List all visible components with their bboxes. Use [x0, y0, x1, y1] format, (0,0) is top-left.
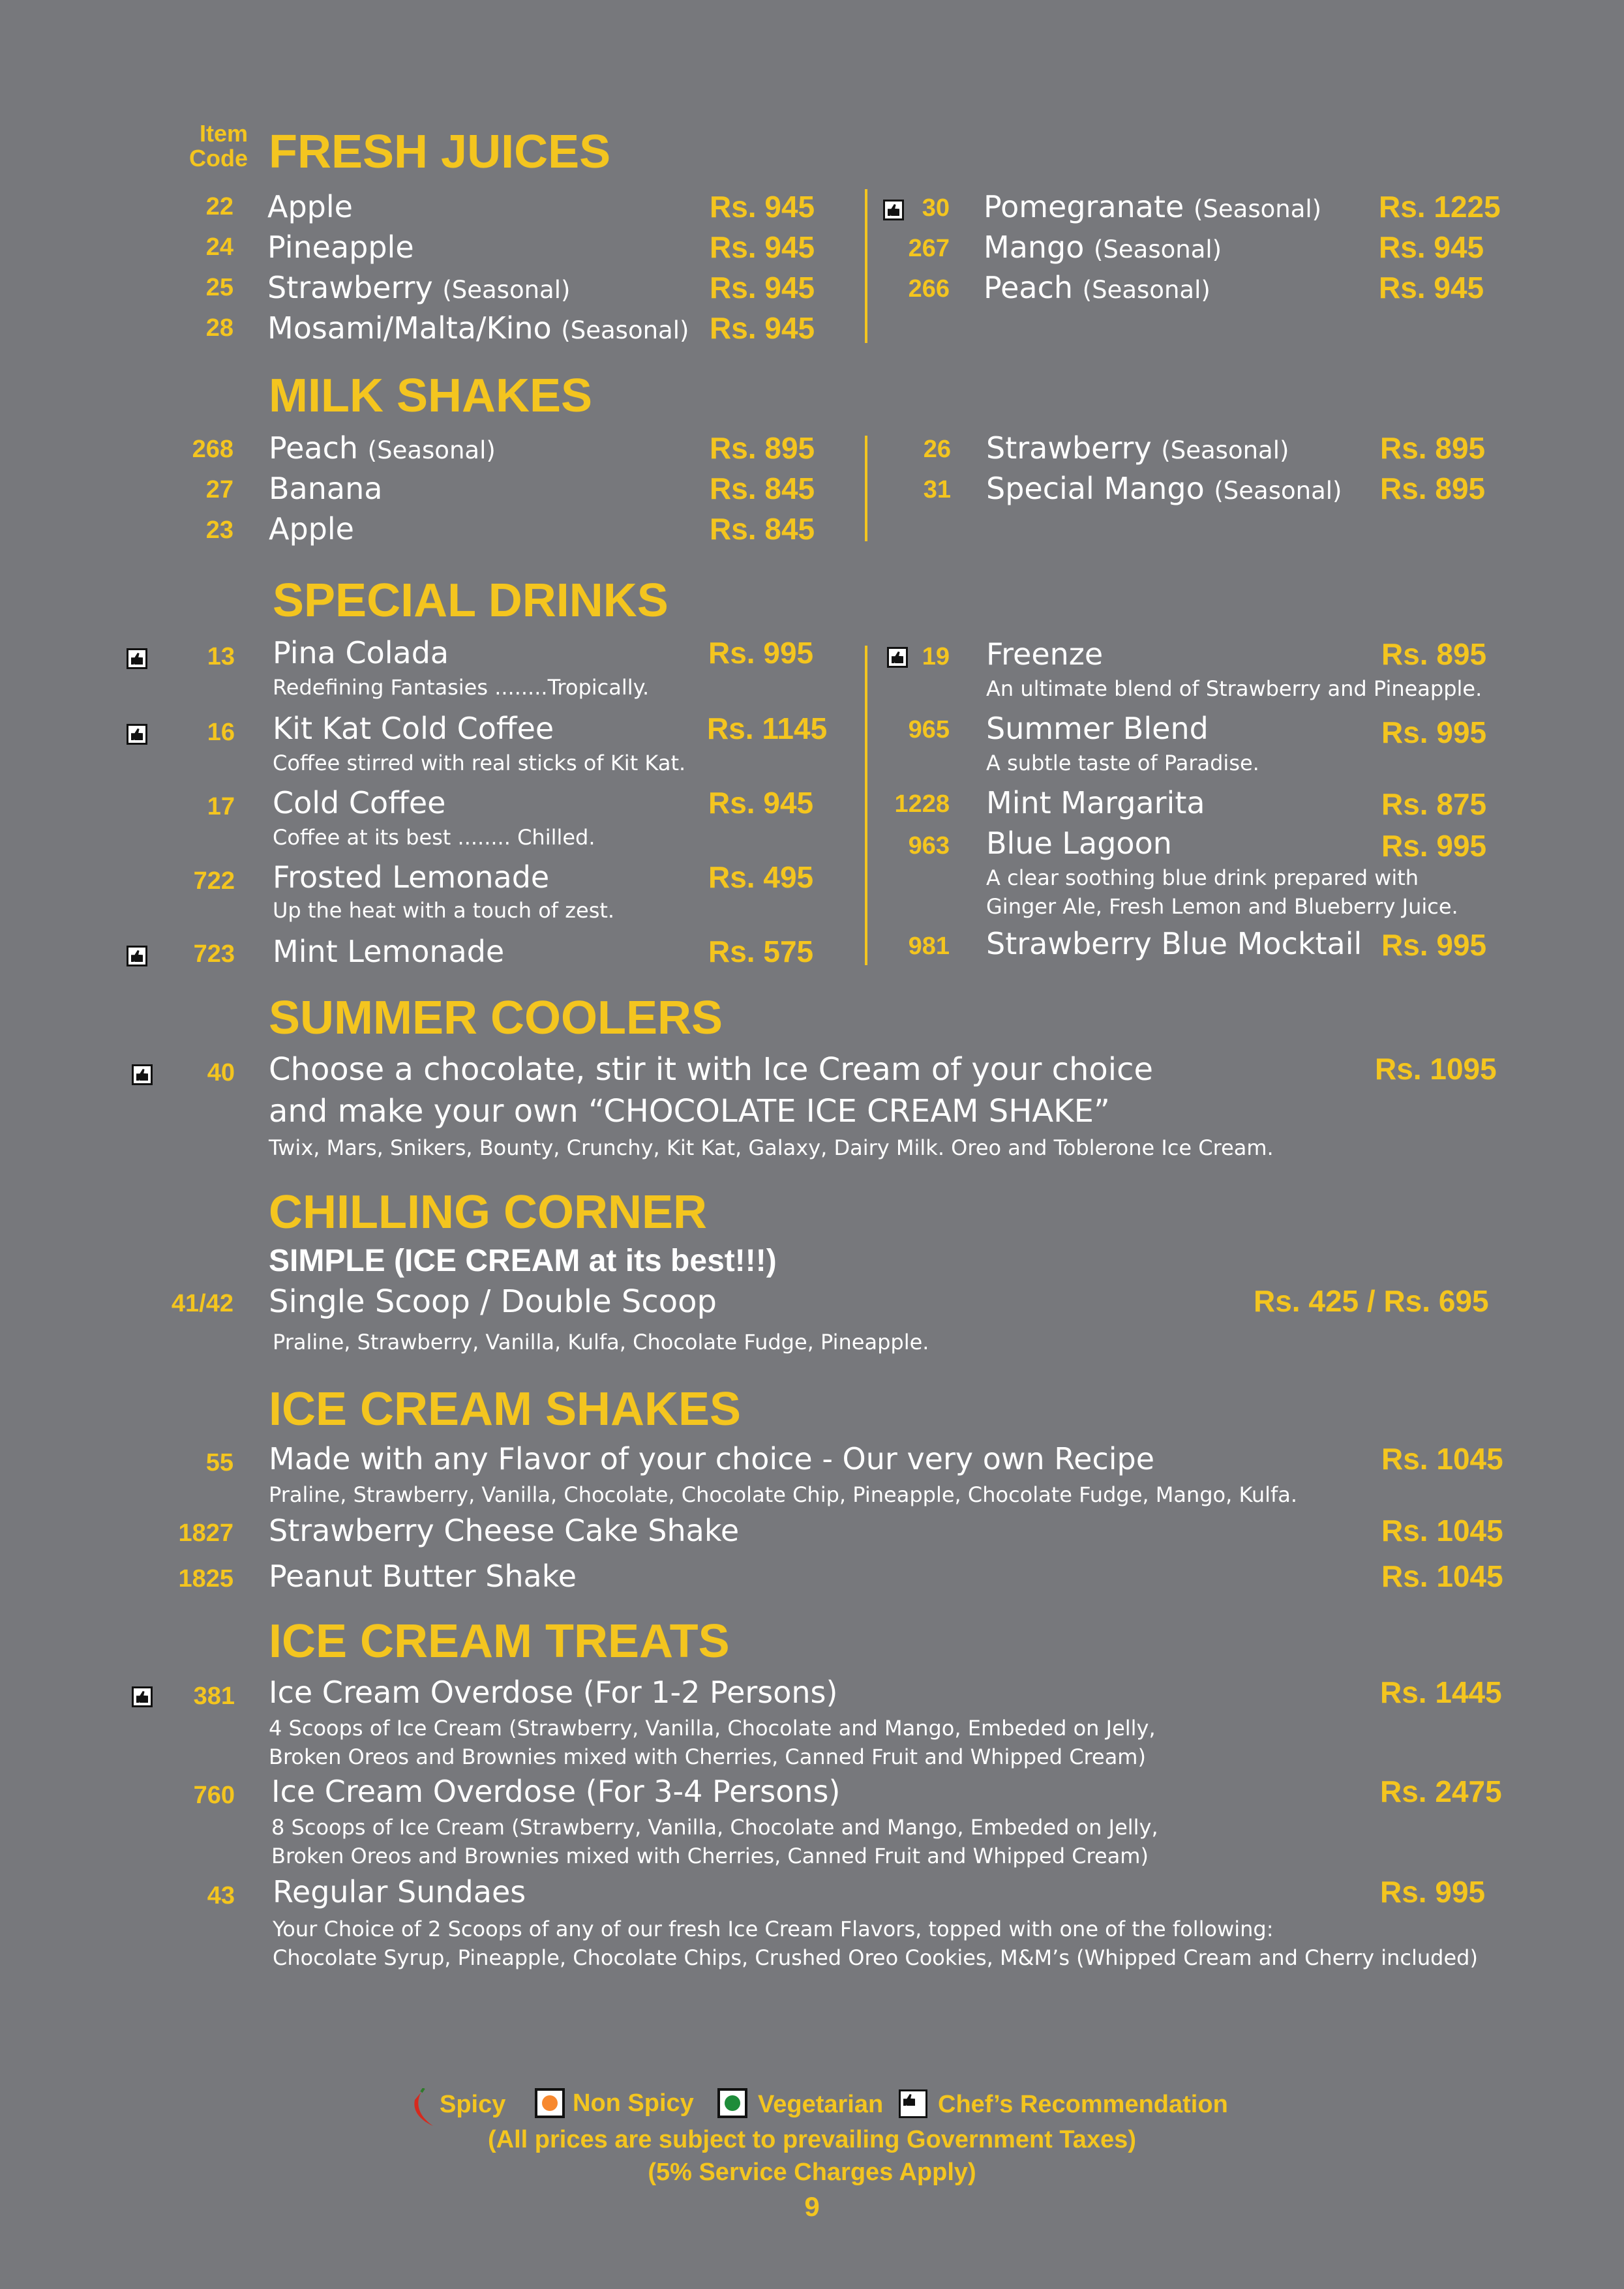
item-description: Coffee at its best ........ Chilled. — [273, 825, 595, 850]
item-price: Rs. 875 — [1381, 787, 1487, 821]
item-name: Ice Cream Overdose (For 1-2 Persons) — [269, 1675, 838, 1710]
item-code: 1228 — [894, 790, 950, 818]
item-price: Rs. 895 — [1381, 637, 1487, 671]
item-name: Blue Lagoon — [986, 826, 1172, 861]
item-name: Mosami/Malta/Kino (Seasonal) — [267, 310, 689, 346]
item-price: Rs. 995 — [1381, 829, 1487, 863]
chef-recommendation-icon — [899, 2089, 927, 2118]
item-price: Rs. 425 / Rs. 695 — [1254, 1284, 1489, 1318]
item-name: Kit Kat Cold Coffee — [273, 711, 554, 746]
item-description: Praline, Strawberry, Vanilla, Chocolate, Chocolate Chip, Pineapple, Chocolate Fudge, Mango, Kulfa. — [269, 1482, 1298, 1507]
item-name-line2: and make your own “CHOCOLATE ICE CREAM SHAKE” — [269, 1093, 1110, 1130]
item-name: Ice Cream Overdose (For 3-4 Persons) — [271, 1774, 841, 1809]
item-name: Mint Lemonade — [273, 934, 505, 969]
item-description: Broken Oreos and Brownies mixed with Cherries, Canned Fruit and Whipped Cream) — [271, 1844, 1149, 1868]
item-price: Rs. 945 — [710, 311, 815, 345]
item-name: Strawberry (Seasonal) — [267, 270, 571, 305]
item-name: Peach (Seasonal) — [984, 270, 1210, 305]
item-price: Rs. 995 — [1381, 928, 1487, 962]
footer-service-note: (5% Service Charges Apply) — [648, 2159, 976, 2186]
item-price: Rs. 995 — [708, 636, 814, 670]
item-description: Up the heat with a touch of zest. — [273, 898, 615, 923]
item-code: 13 — [207, 643, 235, 670]
column-divider — [865, 189, 867, 343]
item-code: 25 — [205, 274, 233, 301]
item-name: Summer Blend — [986, 711, 1209, 746]
item-price: Rs. 945 — [1379, 230, 1484, 264]
item-code: 23 — [205, 516, 233, 544]
item-price: Rs. 1225 — [1379, 190, 1501, 224]
vegetarian-icon — [717, 2088, 747, 2118]
legend-spicy-label: Spicy — [440, 2091, 506, 2118]
item-code: 381 — [193, 1683, 235, 1710]
item-name: Mango (Seasonal) — [984, 230, 1222, 265]
item-code: 19 — [922, 643, 950, 670]
legend-chef-label: Chef’s Recommendation — [938, 2091, 1228, 2118]
item-code: 722 — [193, 867, 235, 895]
item-name: Strawberry Cheese Cake Shake — [269, 1513, 740, 1548]
item-price: Rs. 495 — [708, 860, 814, 894]
chef-recommendation-icon — [887, 647, 908, 668]
item-name: Frosted Lemonade — [273, 860, 550, 895]
item-name: Mint Margarita — [986, 785, 1205, 820]
item-name: Pineapple — [267, 230, 414, 265]
item-code: 965 — [908, 716, 950, 743]
item-price: Rs. 895 — [1380, 471, 1486, 505]
item-code: 723 — [193, 940, 235, 968]
item-code: 43 — [207, 1882, 235, 1909]
item-name: Banana — [269, 471, 383, 506]
chili-icon — [410, 2088, 436, 2127]
item-description: Ginger Ale, Fresh Lemon and Blueberry Juice. — [986, 894, 1458, 919]
item-price: Rs. 1095 — [1375, 1052, 1497, 1086]
item-price: Rs. 995 — [1380, 1875, 1486, 1909]
item-description: A clear soothing blue drink prepared with — [986, 865, 1419, 890]
item-price: Rs. 575 — [708, 935, 814, 968]
item-price: Rs. 1445 — [1380, 1675, 1502, 1709]
footer-taxes-note: (All prices are subject to prevailing Government Taxes) — [488, 2126, 1136, 2153]
item-description: Redefining Fantasies ........Tropically. — [273, 675, 650, 700]
item-description: Praline, Strawberry, Vanilla, Kulfa, Chocolate Fudge, Pineapple. — [273, 1330, 929, 1354]
item-name: Single Scoop / Double Scoop — [269, 1283, 717, 1320]
item-code: 981 — [908, 933, 950, 960]
item-price: Rs. 2475 — [1380, 1774, 1502, 1808]
section-title-chilling-corner: CHILLING CORNER — [269, 1186, 707, 1238]
item-code: 40 — [207, 1059, 235, 1086]
section-title-summer-coolers: SUMMER COOLERS — [269, 992, 723, 1044]
item-description: A subtle taste of Paradise. — [986, 751, 1259, 775]
item-name: Strawberry Blue Mocktail — [986, 926, 1362, 961]
item-name: Peanut Butter Shake — [269, 1559, 577, 1594]
item-code: 963 — [908, 832, 950, 860]
non-spicy-icon — [535, 2088, 565, 2118]
item-description: Coffee stirred with real sticks of Kit Kat. — [273, 751, 686, 775]
item-description: 4 Scoops of Ice Cream (Strawberry, Vanilla, Chocolate and Mango, Embeded on Jelly, — [269, 1716, 1156, 1741]
item-code-label-line1: Item — [199, 120, 248, 147]
item-price: Rs. 845 — [710, 512, 815, 546]
item-code: 16 — [207, 719, 235, 746]
item-price: Rs. 945 — [1379, 271, 1484, 305]
item-name: Regular Sundaes — [273, 1874, 526, 1909]
item-code: 55 — [205, 1449, 233, 1476]
section-subtitle: SIMPLE (ICE CREAM at its best!!!) — [269, 1244, 777, 1278]
item-price: Rs. 945 — [710, 190, 815, 224]
item-code: 1825 — [178, 1565, 233, 1593]
item-name: Freenze — [986, 636, 1104, 672]
item-name: Peach (Seasonal) — [269, 430, 496, 466]
section-title-milk-shakes: MILK SHAKES — [269, 370, 593, 422]
item-price: Rs. 1045 — [1381, 1559, 1503, 1593]
item-code: 1827 — [178, 1519, 233, 1547]
item-name: Special Mango (Seasonal) — [986, 471, 1342, 506]
item-description: Twix, Mars, Snikers, Bounty, Crunchy, Kit Kat, Galaxy, Dairy Milk. Oreo and Toblerone Ice Cream. — [269, 1135, 1274, 1160]
column-divider — [865, 436, 867, 541]
item-price: Rs. 1145 — [707, 711, 828, 745]
item-code: 31 — [923, 476, 951, 503]
item-description: 8 Scoops of Ice Cream (Strawberry, Vanilla, Chocolate and Mango, Embeded on Jelly, — [271, 1815, 1158, 1840]
chef-recommendation-icon — [127, 724, 147, 745]
legend-vegetarian-label: Vegetarian — [758, 2091, 884, 2118]
item-code-label-line2: Code — [189, 145, 248, 172]
section-title-fresh-juices: FRESH JUICES — [269, 126, 611, 178]
item-description: An ultimate blend of Strawberry and Pineapple. — [986, 676, 1482, 701]
chef-recommendation-icon — [132, 1686, 153, 1707]
page-number: 9 — [804, 2191, 820, 2222]
item-code: 268 — [192, 436, 233, 463]
item-name: Cold Coffee — [273, 785, 446, 820]
item-price: Rs. 995 — [1381, 715, 1487, 749]
item-code: 24 — [205, 233, 233, 261]
item-description: Your Choice of 2 Scoops of any of our fresh Ice Cream Flavors, topped with one of the following: — [273, 1917, 1274, 1941]
chef-recommendation-icon — [127, 946, 147, 966]
item-code: 760 — [193, 1782, 235, 1809]
section-title-ice-cream-treats: ICE CREAM TREATS — [269, 1615, 730, 1668]
item-code: 17 — [207, 793, 235, 820]
item-price: Rs. 895 — [1380, 431, 1486, 465]
column-divider — [865, 646, 867, 965]
legend-non-spicy-label: Non Spicy — [573, 2089, 694, 2117]
section-title-special-drinks: SPECIAL DRINKS — [273, 575, 669, 627]
item-description: Chocolate Syrup, Pineapple, Chocolate Chips, Crushed Oreo Cookies, M&M’s (Whipped Cream and Cherry included) — [273, 1945, 1478, 1970]
chef-recommendation-icon — [127, 648, 147, 669]
item-name: Apple — [267, 189, 353, 224]
chef-recommendation-icon — [883, 200, 904, 220]
item-price: Rs. 945 — [710, 271, 815, 305]
item-price: Rs. 945 — [708, 786, 814, 820]
item-code: 26 — [923, 436, 951, 463]
item-price: Rs. 1045 — [1381, 1514, 1503, 1548]
item-name: Made with any Flavor of your choice - Our very own Recipe — [269, 1441, 1155, 1476]
item-name: Pina Colada — [273, 635, 449, 670]
item-price: Rs. 1045 — [1381, 1442, 1503, 1476]
chef-recommendation-icon — [132, 1064, 153, 1085]
item-name: Strawberry (Seasonal) — [986, 430, 1289, 466]
item-code: 266 — [908, 275, 950, 303]
section-title-ice-cream-shakes: ICE CREAM SHAKES — [269, 1383, 742, 1435]
item-code: 41/42 — [171, 1290, 233, 1317]
item-price: Rs. 945 — [710, 230, 815, 264]
item-code: 28 — [205, 314, 233, 342]
item-code: 22 — [205, 193, 233, 220]
item-code-label — [183, 121, 248, 171]
item-name: Pomegranate (Seasonal) — [984, 189, 1322, 224]
item-name: Choose a chocolate, stir it with Ice Cream of your choice — [269, 1051, 1153, 1088]
item-code: 267 — [908, 235, 950, 262]
item-code: 30 — [922, 194, 950, 222]
item-description: Broken Oreos and Brownies mixed with Cherries, Canned Fruit and Whipped Cream) — [269, 1744, 1146, 1769]
item-code: 27 — [205, 476, 233, 503]
item-price: Rs. 845 — [710, 471, 815, 505]
item-name: Apple — [269, 511, 354, 546]
item-price: Rs. 895 — [710, 431, 815, 465]
